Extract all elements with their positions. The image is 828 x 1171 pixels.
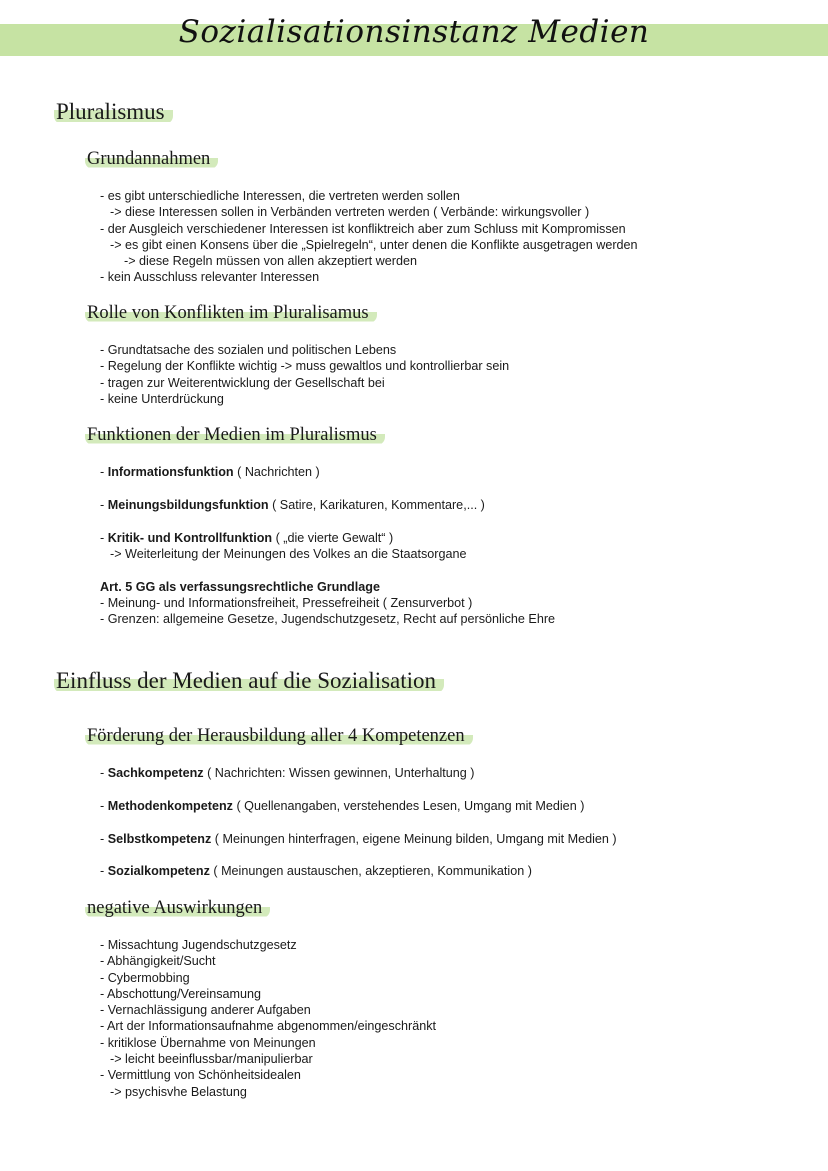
list-item: -> diese Regeln müssen von allen akzeptiert werden — [124, 254, 417, 269]
list-item: - Missachtung Jugendschutzgesetz — [100, 938, 297, 952]
list-item: -> leicht beeinflussbar/manipulierbar — [110, 1052, 313, 1067]
konflikte-list — [100, 342, 509, 407]
art5-heading: Art. 5 GG als verfassungsrechtliche Grundlage — [100, 579, 380, 594]
list-item: - Informationsfunktion ( Nachrichten ) — [100, 465, 320, 479]
list-item: - Vernachlässigung anderer Aufgaben — [100, 1003, 311, 1018]
subheading-rolle-konflikte: Rolle von Konflikten im Pluralisamus — [89, 301, 377, 325]
section-heading-einfluss: Einfluss der Medien auf die Sozialisation — [58, 667, 444, 695]
list-item: -> psychisvhe Belastung — [110, 1084, 247, 1099]
grundannahmen-list — [100, 188, 638, 286]
list-item: - Sozialkompetenz ( Meinungen austauschen, akzeptieren, Kommunikation ) — [100, 864, 532, 879]
list-item: - keine Unterdrückung — [100, 391, 224, 406]
list-item: - Methodenkompetenz ( Quellenangaben, verstehendes Lesen, Umgang mit Medien ) — [100, 798, 585, 813]
list-item: - kritiklose Übernahme von Meinungen — [100, 1035, 316, 1050]
list-item: - Abhängigkeit/Sucht — [100, 954, 216, 969]
section-heading-pluralismus: Pluralismus — [58, 98, 173, 126]
list-item: -> Weiterleitung der Meinungen des Volkes an die Staatsorgane — [110, 546, 467, 561]
list-item: - tragen zur Weiterentwicklung der Gesellschaft bei — [100, 375, 385, 390]
negative-list — [100, 937, 436, 1100]
list-item: -> es gibt einen Konsens über die „Spielregeln“, unter denen die Konflikte ausgetragen werden — [110, 237, 638, 252]
list-item: - Meinungsbildungsfunktion ( Satire, Karikaturen, Kommentare,... ) — [100, 497, 485, 512]
list-item: - Regelung der Konflikte wichtig -> muss gewaltlos und kontrollierbar sein — [100, 359, 510, 374]
list-item: - es gibt unterschiedliche Interessen, die vertreten werden sollen — [100, 189, 460, 203]
list-item: - Abschottung/Vereinsamung — [100, 986, 262, 1001]
list-item: -> diese Interessen sollen in Verbänden vertreten werden ( Verbände: wirkungsvoller ) — [110, 205, 590, 220]
list-item: - Sachkompetenz ( Nachrichten: Wissen gewinnen, Unterhaltung ) — [100, 766, 475, 780]
list-item: - kein Ausschluss relevanter Interessen — [100, 270, 320, 285]
list-item: - Kritik- und Kontrollfunktion ( „die vierte Gewalt“ ) — [100, 530, 394, 545]
kompetenzen-list — [100, 765, 617, 880]
list-item: - der Ausgleich verschiedener Interessen ist konfliktreich aber zum Schluss mit Kompromissen — [100, 221, 626, 236]
page-title: Sozialisationsinstanz Medien — [178, 14, 650, 50]
list-item: - Vermittlung von Schönheitsidealen — [100, 1068, 301, 1083]
list-item: - Grenzen: allgemeine Gesetze, Jugendschutzgesetz, Recht auf persönliche Ehre — [100, 612, 556, 627]
funktionen-list — [100, 464, 555, 628]
subheading-negative-auswirkungen: negative Auswirkungen — [89, 896, 270, 920]
subheading-funktionen-medien: Funktionen der Medien im Pluralismus — [89, 423, 385, 447]
list-item: - Grundtatsache des sozialen und politischen Lebens — [100, 343, 397, 357]
list-item: - Cybermobbing — [100, 970, 190, 985]
subheading-grundannahmen: Grundannahmen — [89, 147, 218, 171]
list-item: - Meinung- und Informationsfreiheit, Pressefreiheit ( Zensurverbot ) — [100, 595, 473, 610]
list-item: - Selbstkompetenz ( Meinungen hinterfragen, eigene Meinung bilden, Umgang mit Medien ) — [100, 831, 617, 846]
list-item: - Art der Informationsaufnahme abgenommen/eingeschränkt — [100, 1019, 437, 1034]
subheading-kompetenzen: Förderung der Herausbildung aller 4 Kompetenzen — [89, 724, 473, 748]
